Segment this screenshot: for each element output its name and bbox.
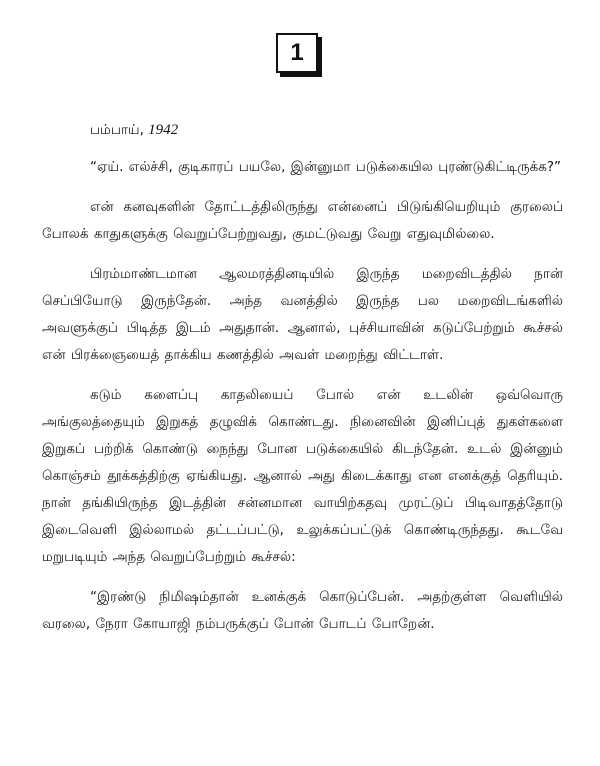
page-body bbox=[42, 120, 563, 651]
dateline-place: பம்பாய், bbox=[90, 122, 144, 138]
paragraph-3: பிரம்மாண்டமான ஆலமரத்தினடியில் இருந்த மறைவிடத்தில் நான் செப்பியோடு இருந்தேன். அந்த வனத்தில் இருந்த பல மறைவிடங்களில் அவளுக்குப் பிடித்த இடம் அதுதான். ஆனால், புச்சியாவின் கடுப்பேற்றும் கூச்சல் என் பிரக்ஞையைத் தாக்கிய கணத்தில் அவள் மறைந்து விட்டாள். bbox=[42, 266, 563, 363]
chapter-number: 1 bbox=[290, 39, 304, 66]
dateline-year: 1942 bbox=[148, 122, 179, 138]
paragraph-4: கடும் களைப்பு காதலியைப் போல் என் உடலின் ஒவ்வொரு அங்குலத்தையும் இறுகத் தழுவிக் கொண்டது. நினைவின் இனிப்புத் துகள்களை இறுகப் பற்றிக் கொண்டு நைந்து போன படுக்கையில் கிடந்தேன். உடல் இன்னும் கொஞ்சம் தூக்கத்திற்கு ஏங்கியது. ஆனால் அது கிடைக்காது என எனக்குத் தெரியும். நான் தங்கியிருந்த இடத்தின் சன்னமான வாயிற்கதவு முரட்டுப் பிடிவாதத்தோடு இடைவெளி இல்லாமல் தட்டப்பட்டு, உலுக்கப்பட்டுக் கொண்டிருந்தது. கூடவே மறுபடியும் அந்த வெறுப்பேற்றும் கூச்சல்: bbox=[42, 387, 563, 565]
paragraph-5: “இரண்டு நிமிஷம்தான் உனக்குக் கொடுப்பேன். அதற்குள்ள வெளியில் வரலை, நேரா கோயாஜி நம்பருக்குப் போன் போடப் போறேன். bbox=[42, 589, 563, 632]
dateline bbox=[90, 120, 563, 140]
paragraph-1: “ஏய். எல்ச்சி, குடிகாரப் பயலே, இன்னுமா படுக்கையில புரண்டுகிட்டிருக்க?” bbox=[90, 159, 562, 175]
chapter-number-box bbox=[276, 33, 318, 73]
paragraph-2: என் கனவுகளின் தோட்டத்திலிருந்து என்னைப் பிடுங்கியெறியும் குரலைப் போலக் காதுகளுக்கு வெறுப்பேற்றுவது, குமட்டுவது வேறு எதுவுமில்லை. bbox=[42, 199, 563, 242]
